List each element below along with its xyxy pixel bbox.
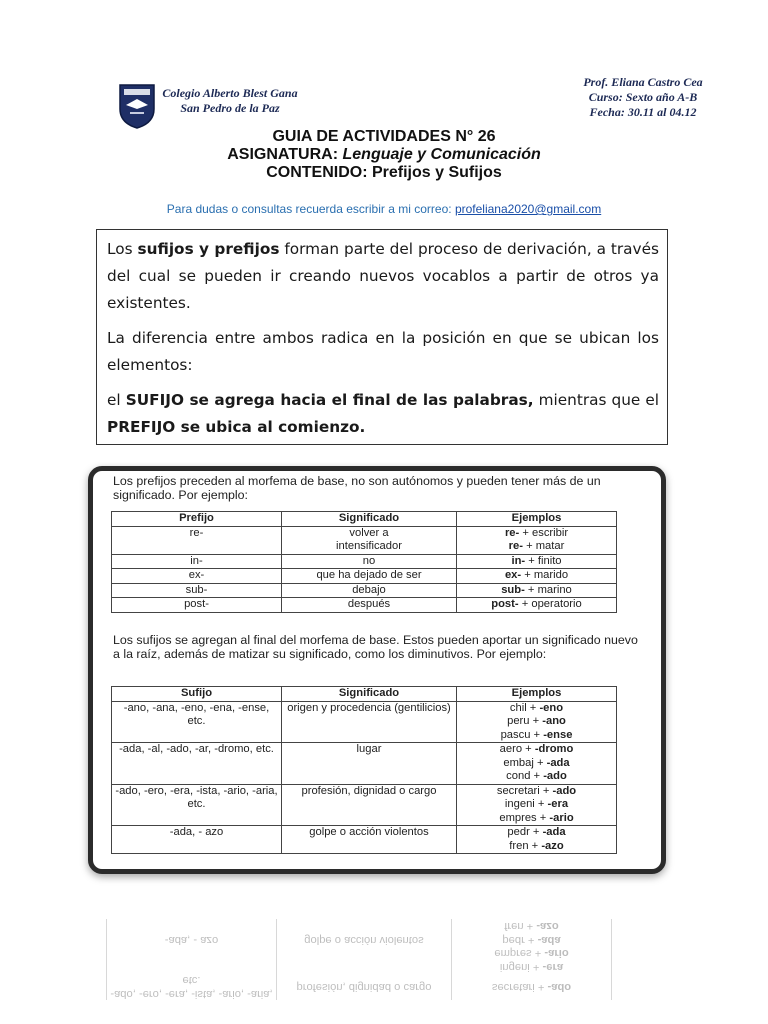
example-affix: -ense: [543, 728, 573, 741]
meaning-cell: después: [282, 598, 457, 613]
example-affix: in-: [511, 554, 526, 567]
subject-label: ASIGNATURA:: [227, 146, 339, 163]
example-cell: [457, 701, 617, 743]
reflection-cell: [277, 919, 452, 933]
example-base: fren +: [509, 839, 542, 852]
prefix-cell: ex-: [112, 569, 282, 584]
reflection-text: -ada: [537, 934, 561, 946]
suffix-intro: Los sufijos se agregan al final del morfema de base. Estos pueden aportar un significado nuevo a la raíz, además de matizar su significado, como los diminutivos. Por ejemplo:: [113, 633, 638, 661]
subject-value: Lenguaje y Comunicación: [342, 146, 541, 163]
reflection-cell: -ada, - azo: [107, 933, 277, 947]
reflection-row: [107, 933, 612, 947]
document-titles: [0, 128, 768, 182]
example-affix: sub-: [501, 583, 525, 596]
example-cell: [457, 583, 617, 598]
example-base: + escribir: [519, 526, 569, 539]
example-base: secretari +: [496, 784, 553, 797]
reflection-row: [107, 960, 612, 974]
reflection-text: secretari +: [491, 981, 548, 994]
example-affix: -ano: [542, 715, 566, 727]
example-base: chil +: [509, 701, 540, 714]
meaning-line: intensificador: [336, 540, 402, 552]
prefix-row: [112, 526, 617, 540]
prefix-cell: sub-: [112, 583, 282, 598]
example-base: pedr +: [507, 826, 543, 838]
reflection-row: [107, 973, 612, 1000]
reflection-cell: [452, 933, 612, 947]
intro-text: forman parte del proceso de derivación, a través del cual se pueden ir creando nuevos vocablos a partir de otros ya existentes.: [107, 240, 659, 312]
example-affix: re-: [508, 540, 523, 552]
example-line: [459, 785, 614, 799]
reflection-text: -ario: [544, 947, 569, 960]
example-line: [459, 702, 614, 716]
example-base: empres +: [499, 811, 550, 824]
meaning-line: volver a: [349, 526, 389, 539]
header-cell: Prefijo: [112, 512, 282, 527]
content-title: CONTENIDO: Prefijos y Sufijos: [266, 164, 502, 181]
example-line: [459, 798, 614, 812]
meaning-cell: debajo: [282, 583, 457, 598]
course-label: Curso: Sexto año A-B: [588, 90, 698, 104]
example-line: [459, 826, 614, 840]
example-affix: -ario: [549, 811, 574, 824]
prefix-cell: in-: [112, 554, 282, 569]
reflection-text: -azo: [536, 920, 559, 933]
header-cell: Sufijo: [112, 687, 282, 702]
card-reflection: [88, 880, 666, 1020]
meaning-cell: profesión, dignidad o cargo: [282, 784, 457, 826]
suffix-row: [112, 701, 617, 743]
example-affix: re-: [504, 526, 520, 539]
reflection-cell: golpe o acción violentos: [277, 933, 452, 947]
school-name: Colegio Alberto Blest Gana: [162, 86, 298, 100]
intro-paragraph-3: [107, 387, 659, 441]
header-cell: Significado: [282, 512, 457, 527]
example-cell: [457, 526, 617, 540]
reflection-text: fren +: [504, 920, 537, 933]
example-cell: [457, 569, 617, 584]
suffix-row: [112, 826, 617, 854]
suffix-cell: -ada, -al, -ado, -ar, -dromo, etc.: [112, 743, 282, 785]
suffix-row: [112, 784, 617, 826]
suffix-table: [111, 686, 617, 854]
header-cell: Ejemplos: [457, 687, 617, 702]
reflection-cell: [107, 919, 277, 933]
example-line: [459, 840, 614, 854]
reflection-text: empres +: [494, 947, 545, 960]
reflection-table: [106, 919, 612, 1000]
reflection-text: pedr +: [502, 934, 538, 946]
example-affix: -dromo: [534, 743, 574, 755]
intro-paragraph-2: La diferencia entre ambos radica en la posición en que se ubican los elementos:: [107, 329, 659, 374]
affix-reference-card: [88, 466, 666, 874]
reflection-cell: [107, 946, 277, 960]
intro-text: el: [107, 391, 126, 409]
meaning-cell: [282, 526, 457, 554]
header-cell: Significado: [282, 687, 457, 702]
school-info: [160, 86, 300, 116]
example-affix: -ado: [543, 770, 567, 782]
example-cell: [457, 540, 617, 554]
example-cell: [457, 743, 617, 785]
example-cell: [457, 554, 617, 569]
reflection-row: [107, 919, 612, 933]
example-affix: -ada: [546, 756, 570, 769]
example-base: + operatorio: [518, 598, 582, 610]
suffix-cell: -ada, - azo: [112, 826, 282, 854]
example-line: [459, 715, 614, 729]
prefix-row: [112, 583, 617, 598]
reflection-text: -ado: [547, 981, 572, 994]
prefix-table: [111, 511, 617, 613]
prefix-row: [112, 554, 617, 569]
reflection-cell: [277, 960, 452, 974]
intro-bold: PREFIJO se ubica al comienzo.: [107, 418, 366, 436]
intro-bold: sufijos y prefijos: [137, 240, 280, 258]
guide-title: GUIA DE ACTIVIDADES N° 26: [272, 128, 496, 145]
example-affix: ex-: [504, 569, 522, 581]
school-logo: [118, 83, 156, 129]
example-base: cond +: [506, 770, 544, 782]
intro-box: [96, 229, 668, 445]
reflection-cell: [277, 946, 452, 960]
reflection-text: ingeni +: [499, 961, 543, 973]
reflection-cell: [107, 960, 277, 974]
reflection-cell: profesión, dignidad o cargo: [277, 973, 452, 1000]
reflection-cell: [452, 973, 612, 1000]
email-link[interactable]: profeliana2020@gmail.com: [454, 202, 602, 216]
example-base: pascu +: [500, 728, 544, 741]
example-affix: post-: [491, 598, 519, 610]
contact-text: Para dudas o consultas recuerda escribir a mi correo:: [166, 202, 452, 216]
prefix-cell: post-: [112, 598, 282, 613]
example-line: [459, 757, 614, 771]
example-affix: -era: [547, 798, 569, 810]
example-line: [459, 729, 614, 743]
reflection-text: -era: [542, 961, 564, 973]
teacher-name: Prof. Eliana Castro Cea: [583, 75, 703, 89]
example-affix: -azo: [541, 839, 564, 852]
example-cell: [457, 784, 617, 826]
meaning-cell: que ha dejado de ser: [282, 569, 457, 584]
date-label: Fecha: 30.11 al 04.12: [589, 105, 697, 119]
prefix-row: [112, 569, 617, 584]
example-line: [459, 770, 614, 784]
suffix-header-row: [112, 687, 617, 702]
example-base: embaj +: [503, 756, 547, 769]
reflection-cell: -ado, -ero, -era, -ista, -ario, -aria, etc.: [107, 973, 277, 1000]
example-base: aero +: [499, 743, 535, 755]
teacher-info: [558, 75, 728, 120]
example-affix: -ada: [542, 826, 566, 838]
prefix-header-row: [112, 512, 617, 527]
meaning-cell: lugar: [282, 743, 457, 785]
example-cell: [457, 598, 617, 613]
intro-bold: SUFIJO se agrega hacia el final de las palabras,: [125, 391, 534, 409]
prefix-intro: Los prefijos preceden al morfema de base, no son autónomos y pueden tener más de un significado. Por ejemplo:: [113, 474, 601, 502]
reflection-cell: [452, 919, 612, 933]
prefix-cell: re-: [112, 526, 282, 554]
example-base: peru +: [507, 715, 543, 727]
reflection-row: [107, 946, 612, 960]
example-base: + finito: [525, 554, 562, 567]
example-line: [459, 812, 614, 826]
contact-line: [0, 202, 768, 216]
header-cell: Ejemplos: [457, 512, 617, 527]
reflection-cell: [452, 960, 612, 974]
meaning-cell: no: [282, 554, 457, 569]
school-place: San Pedro de la Paz: [180, 101, 280, 115]
prefix-row: [112, 598, 617, 613]
meaning-cell: golpe o acción violentos: [282, 826, 457, 854]
meaning-cell: origen y procedencia (gentilicios): [282, 701, 457, 743]
suffix-cell: -ano, -ana, -eno, -ena, -ense, etc.: [112, 701, 282, 743]
example-cell: [457, 826, 617, 854]
example-base: ingeni +: [504, 798, 548, 810]
suffix-cell: -ado, -ero, -era, -ista, -ario, -aria, etc.: [112, 784, 282, 826]
example-base: + matar: [522, 540, 565, 552]
example-line: [459, 743, 614, 757]
suffix-row: [112, 743, 617, 785]
reflection-cell: [452, 946, 612, 960]
subject-line: [0, 146, 768, 164]
intro-paragraph-1: [107, 236, 659, 317]
example-base: + marino: [524, 583, 572, 596]
example-affix: -eno: [539, 701, 564, 714]
example-affix: -ado: [552, 784, 577, 797]
intro-text: Los: [107, 240, 138, 258]
example-base: + marido: [521, 569, 569, 581]
intro-text: mientras que el: [533, 391, 659, 409]
